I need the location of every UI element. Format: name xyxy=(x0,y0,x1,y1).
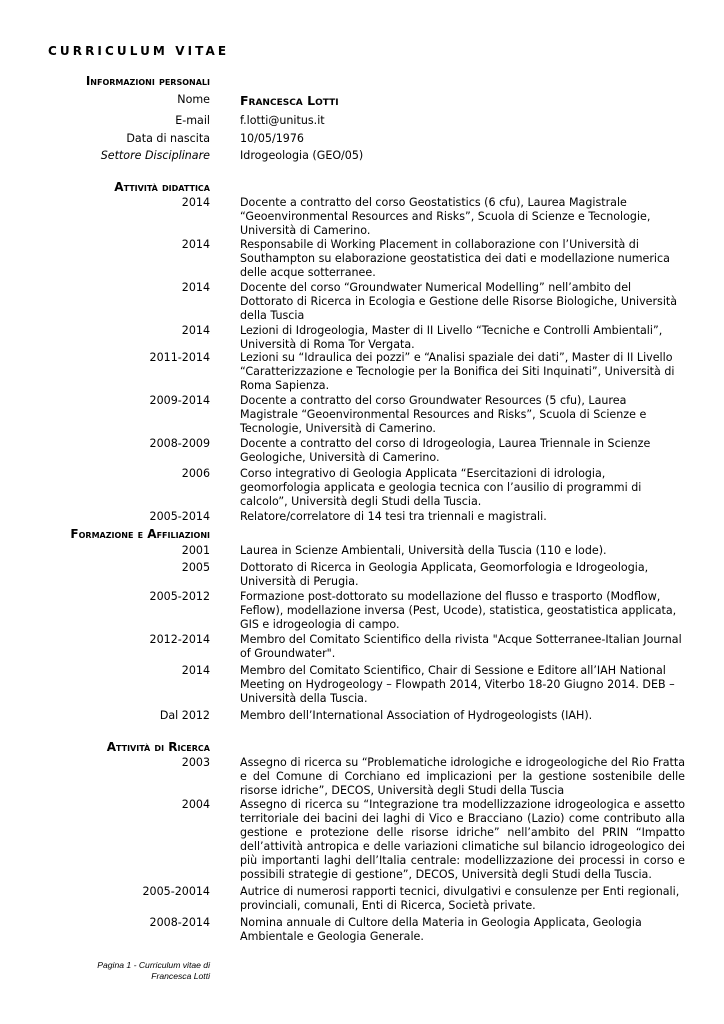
entry-text: Laurea in Scienze Ambientali, Università della Tuscia (110 e lode). xyxy=(240,544,607,557)
entry-year: 2004 xyxy=(181,798,210,811)
section-heading-education: Formazione e Affiliazioni xyxy=(70,527,210,541)
value-birthdate: 10/05/1976 xyxy=(240,132,304,145)
entry-text: Docente a contratto del corso Geostatistics (6 cfu), Laurea Magistrale “Geoenvironmental Resources and Risks”, Scuola di Scienze e Tecnologie, Università di Camerino. xyxy=(240,196,651,237)
value-discipline: Idrogeologia (GEO/05) xyxy=(240,149,364,162)
label-name: Nome xyxy=(177,93,210,106)
footer-line: Pagina 1 - Curriculum vitae di xyxy=(97,960,210,970)
section-heading-personal: Informazioni personali xyxy=(85,74,210,88)
entry-year: 2014 xyxy=(181,281,210,294)
entry-year: 2012-2014 xyxy=(149,633,210,646)
entry-year: 2009-2014 xyxy=(149,394,210,407)
label-birthdate: Data di nascita xyxy=(126,132,210,145)
entry-text: Membro del Comitato Scientifico della rivista "Acque Sotterranee-Italian Journal of Groundwater". xyxy=(240,633,682,660)
entry-year: 2014 xyxy=(181,238,210,251)
entry-text: Responsabile di Working Placement in collaborazione con l’Università di Southampton su elaborazione geostatistica dei dati e modellazione numerica delle acque sotterranee. xyxy=(240,238,670,279)
entry-text: Dottorato di Ricerca in Geologia Applicata, Geomorfologia e Idrogeologia, Università di Perugia. xyxy=(240,561,649,588)
section-heading-research: Attività di Ricerca xyxy=(106,740,210,754)
entry-text: Lezioni di Idrogeologia, Master di II Livello “Tecniche e Controlli Ambientali”, Università di Roma Tor Vergata. xyxy=(240,324,663,351)
entry-year: 2005-2014 xyxy=(149,510,210,523)
entry-text: Docente del corso “Groundwater Numerical Modelling” nell’ambito del Dottorato di Ricerca in Ecologia e Gestione delle Risorse Biologiche, Università della Tuscia xyxy=(240,281,678,322)
entry-year: 2005-20014 xyxy=(142,885,210,898)
entry-text: Corso integrativo di Geologia Applicata “Esercitazioni di idrologia, geomorfologia applicata e geologia tecnica con l’ausilio di programmi di calcolo”, Università degli Studi della Tuscia. xyxy=(240,467,642,508)
document-title: CURRICULUM VITAE xyxy=(48,44,230,58)
entry-text: Assegno di ricerca su “Integrazione tra modellizzazione idrogeologica e assetto territoriale dei bacini dei laghi di Vico e Bracciano (Lazio) come contributo alla gestione e protezione delle risorse idriche” nell’ambito del PRIN “Impatto dell’attività antropica e delle variazioni climatiche sul bilancio idrogeologico dei più importanti laghi dell’Italia centrale: modellizzazione dei processi in corso e possibili strategie di gestione”, DECOS, Università degli Studi della Tuscia. xyxy=(240,798,685,881)
entry-year: Dal 2012 xyxy=(159,709,210,722)
entry-text: Membro dell’International Association of Hydrogeologists (IAH). xyxy=(240,709,593,722)
section-heading-teaching: Attività didattica xyxy=(114,180,210,194)
page-footer xyxy=(97,960,210,982)
entry-year: 2014 xyxy=(181,324,210,337)
entry-text: Membro del Comitato Scientifico, Chair di Sessione e Editore all’IAH National Meeting on Hydrogeology – Flowpath 2014, Viterbo 18-20 Giugno 2014. DEB – Università della Tuscia. xyxy=(240,664,675,705)
entry-year: 2006 xyxy=(181,467,210,480)
entry-text: Formazione post-dottorato su modellazione del flusso e trasporto (Modflow, Feflow), modellazione inversa (Pest, Ucode), statistica, geostatistica applicata, GIS e idrogeologia di campo. xyxy=(240,590,677,631)
entry-year: 2008-2014 xyxy=(149,916,210,929)
entry-year: 2014 xyxy=(181,664,210,677)
entry-year: 2005-2012 xyxy=(149,590,210,603)
entry-text: Docente a contratto del corso Groundwater Resources (5 cfu), Laurea Magistrale “Geoenvironmental Resources and Risks”, Scuola di Scienze e Tecnologie, Università di Camerino. xyxy=(240,394,647,435)
entry-text: Lezioni su “Idraulica dei pozzi” e “Analisi spaziale dei dati”, Master di II Livello “Caratterizzazione e Tecnologie per la Bonifica dei Siti Inquinati”, Università di Roma Sapienza. xyxy=(240,351,675,392)
entry-text: Nomina annuale di Cultore della Materia in Geologia Applicata, Geologia Ambientale e Geologia Generale. xyxy=(240,916,642,943)
entry-text: Autrice di numerosi rapporti tecnici, divulgativi e consulenze per Enti regionali, provinciali, comunali, Enti di Ricerca, Società private. xyxy=(240,885,680,912)
entry-year: 2003 xyxy=(181,756,210,769)
footer-line: Francesca Lotti xyxy=(151,971,210,981)
entry-year: 2005 xyxy=(181,561,210,574)
value-name: Francesca Lotti xyxy=(240,93,339,108)
entry-year: 2008-2009 xyxy=(149,437,210,450)
value-email: f.lotti@unitus.it xyxy=(240,114,325,127)
label-email: E-mail xyxy=(175,114,210,127)
entry-year: 2001 xyxy=(181,544,210,557)
entry-year: 2011-2014 xyxy=(149,351,210,364)
entry-text: Docente a contratto del corso di Idrogeologia, Laurea Triennale in Scienze Geologiche, Università di Camerino. xyxy=(240,437,651,464)
entry-text: Relatore/correlatore di 14 tesi tra triennali e magistrali. xyxy=(240,510,547,523)
entry-text: Assegno di ricerca su “Problematiche idrologiche e idrogeologiche del Rio Fratta e del Comune di Corchiano ed implicazioni per la gestione sostenibile delle risorse idriche”, DECOS, Università degli Studi della Tuscia xyxy=(240,756,685,797)
entry-year: 2014 xyxy=(181,196,210,209)
label-discipline: Settore Disciplinare xyxy=(100,149,210,162)
